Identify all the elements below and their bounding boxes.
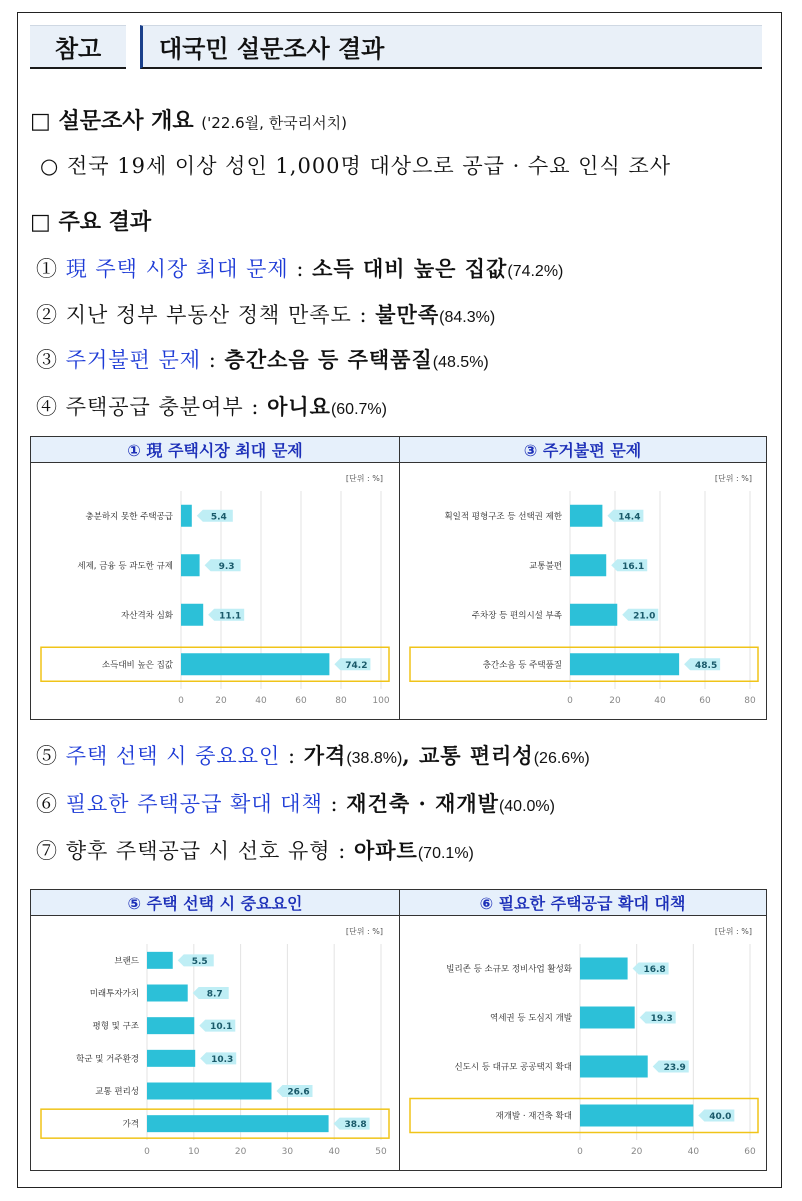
item-number: ⑥ [36, 792, 58, 816]
x-tick-label: 50 [375, 1147, 387, 1157]
x-tick-label: 30 [281, 1147, 294, 1157]
chart-panel-row-2 [30, 889, 767, 1171]
data-label: 26.6 [287, 1087, 310, 1098]
data-label: 48.5 [695, 660, 718, 671]
chart-supply-expansion-measures [404, 922, 764, 1170]
panel-title-4: ⑥ 필요한 주택공급 확대 대책 [399, 890, 766, 916]
x-tick-label: 40 [654, 696, 666, 706]
item-number: ⑤ [36, 744, 58, 768]
item-topic: 주택 선택 시 중요요인 [65, 744, 281, 768]
item-separator: : [280, 744, 304, 768]
item-percent: (70.1%) [417, 845, 474, 862]
reference-tag: 참고 [30, 25, 126, 69]
overview-note: ('22.6월, 한국리서치) [201, 114, 347, 132]
x-tick-label: 40 [687, 1147, 700, 1157]
item-number: ③ [36, 348, 58, 372]
item-separator: : [322, 792, 347, 816]
page-title: 대국민 설문조사 결과 [140, 25, 762, 69]
category-label: 주차장 등 편의시설 부족 [471, 610, 562, 621]
item-answer: 가격 [303, 743, 347, 768]
data-label: 5.4 [210, 512, 227, 523]
item-number: ① [36, 257, 58, 281]
x-tick-label: 20 [609, 696, 621, 706]
bar [570, 653, 679, 675]
x-tick-label: 60 [295, 696, 307, 706]
item-topic: 향후 주택공급 시 선호 유형 [65, 839, 331, 863]
x-tick-label: 100 [372, 696, 390, 706]
category-label: 가격 [122, 1119, 139, 1130]
overview-heading-text: □ 설문조사 개요 [30, 109, 194, 134]
result-item-5 [36, 740, 590, 770]
unit-label: [단위 : %] [714, 927, 752, 936]
category-label: 신도시 등 대규모 공공택지 확대 [454, 1062, 572, 1073]
bar [147, 1017, 194, 1034]
unit-label: [단위 : %] [345, 474, 383, 483]
data-label: 74.2 [345, 660, 368, 671]
bar [181, 505, 192, 527]
x-tick-label: 0 [567, 696, 573, 706]
item-separator: : [330, 839, 354, 863]
item-number: ⑦ [36, 839, 58, 863]
x-tick-label: 80 [335, 696, 347, 706]
panel-title-3: ⑤ 주택 선택 시 중요요인 [31, 890, 399, 916]
overview-heading [30, 104, 347, 135]
bar [580, 1105, 693, 1127]
bar [580, 958, 628, 980]
item-answer-secondary: , 교통 편리성 [402, 743, 534, 768]
chart-residential-inconvenience [404, 469, 764, 719]
item-topic: 現 주택 시장 최대 문제 [65, 257, 289, 281]
category-label: 교통불편 [529, 561, 562, 572]
item-percent: (74.2%) [507, 263, 564, 280]
bar [181, 554, 200, 576]
chart-housing-choice-factors [35, 922, 395, 1170]
data-label: 16.1 [622, 561, 645, 572]
category-label: 소득대비 높은 집값 [101, 660, 173, 671]
category-label: 학군 및 거주환경 [76, 1054, 139, 1065]
panel-divider [399, 437, 400, 719]
item-answer: 소득 대비 높은 집값 [312, 256, 508, 281]
panel-title-2: ③ 주거불편 문제 [399, 437, 766, 463]
x-tick-label: 60 [744, 1147, 756, 1157]
bar [570, 604, 617, 626]
category-label: 미래투자가치 [89, 989, 139, 999]
x-tick-label: 0 [144, 1147, 150, 1157]
data-label: 10.3 [211, 1054, 234, 1065]
item-separator: : [351, 303, 376, 327]
category-label: 브랜드 [114, 956, 139, 967]
item-percent: (38.8%) [346, 750, 403, 767]
unit-label: [단위 : %] [714, 474, 752, 483]
item-number: ④ [36, 395, 58, 419]
bar [147, 1115, 329, 1132]
item-answer: 아니요 [267, 394, 331, 419]
item-topic: 주거불편 문제 [65, 348, 202, 372]
x-tick-label: 20 [630, 1147, 643, 1157]
bar [181, 604, 203, 626]
category-label: 획일적 평형구조 등 선택권 제한 [444, 511, 562, 522]
bar [580, 1007, 635, 1029]
category-label: 재개발 · 재건축 확대 [495, 1111, 572, 1122]
bar [147, 1050, 195, 1067]
x-tick-label: 40 [328, 1147, 340, 1157]
result-item-6 [36, 788, 555, 818]
item-percent-secondary: (26.6%) [533, 750, 590, 767]
data-label: 38.8 [344, 1120, 367, 1131]
bar [570, 505, 602, 527]
chart-panel-row-1 [30, 436, 767, 720]
data-label: 5.5 [191, 956, 208, 967]
panel-divider [399, 890, 400, 1170]
item-topic: 지난 정부 부동산 정책 만족도 [65, 303, 352, 327]
category-label: 빌리존 등 소규모 정비사업 활성화 [446, 964, 572, 975]
unit-label: [단위 : %] [345, 927, 383, 936]
result-item-7 [36, 835, 474, 865]
item-separator: : [243, 395, 268, 419]
data-label: 9.3 [218, 561, 235, 572]
result-item-2 [36, 299, 495, 329]
x-tick-label: 80 [744, 696, 756, 706]
x-tick-label: 40 [255, 696, 267, 706]
category-label: 충분하지 못한 주택공급 [85, 511, 173, 522]
bar [570, 554, 606, 576]
result-item-3 [36, 344, 489, 374]
item-percent: (40.0%) [498, 798, 555, 815]
x-tick-label: 20 [234, 1147, 247, 1157]
category-label: 교통 편리성 [95, 1087, 139, 1097]
data-label: 8.7 [206, 989, 223, 1000]
overview-bullet: ○ 전국 19세 이상 성인 1,000명 대상으로 공급 · 수요 인식 조사 [40, 154, 671, 178]
data-label: 19.3 [650, 1014, 673, 1024]
category-label: 자산격차 심화 [121, 610, 173, 621]
result-item-4 [36, 391, 387, 421]
x-tick-label: 10 [188, 1147, 200, 1157]
category-label: 평형 및 구조 [92, 1021, 139, 1032]
item-answer: 층간소음 등 주택품질 [224, 347, 433, 372]
category-label: 층간소음 등 주택품질 [482, 660, 562, 671]
data-label: 23.9 [663, 1063, 686, 1073]
bar [147, 1083, 271, 1100]
x-tick-label: 20 [215, 696, 227, 706]
item-answer: 재건축 · 재개발 [346, 791, 499, 816]
item-number: ② [36, 303, 58, 327]
bar [147, 985, 188, 1002]
data-label: 16.8 [643, 965, 666, 975]
item-answer: 아파트 [353, 838, 418, 863]
item-answer: 불만족 [375, 302, 440, 327]
category-label: 세제, 금융 등 과도한 규제 [77, 561, 173, 572]
item-percent: (84.3%) [439, 309, 496, 326]
x-tick-label: 60 [699, 696, 711, 706]
bar [181, 653, 329, 675]
chart-housing-market-problem [35, 469, 395, 719]
data-label: 14.4 [618, 512, 641, 523]
bar [580, 1056, 648, 1078]
x-tick-label: 0 [577, 1147, 583, 1157]
result-item-1 [36, 253, 563, 283]
item-separator: : [201, 348, 225, 372]
data-label: 10.1 [210, 1022, 233, 1033]
data-label: 40.0 [709, 1112, 732, 1122]
bar [147, 952, 173, 969]
category-label: 역세권 등 도심지 개발 [489, 1013, 572, 1024]
item-topic: 필요한 주택공급 확대 대책 [65, 792, 323, 816]
item-topic: 주택공급 충분여부 [65, 395, 244, 419]
results-heading: □ 주요 결과 [30, 210, 152, 235]
x-tick-label: 0 [178, 696, 184, 706]
item-separator: : [288, 257, 313, 281]
item-percent: (48.5%) [432, 354, 489, 371]
item-percent: (60.7%) [330, 401, 387, 418]
panel-title-1: ① 現 주택시장 최대 문제 [31, 437, 399, 463]
data-label: 11.1 [219, 611, 242, 622]
data-label: 21.0 [633, 611, 656, 622]
